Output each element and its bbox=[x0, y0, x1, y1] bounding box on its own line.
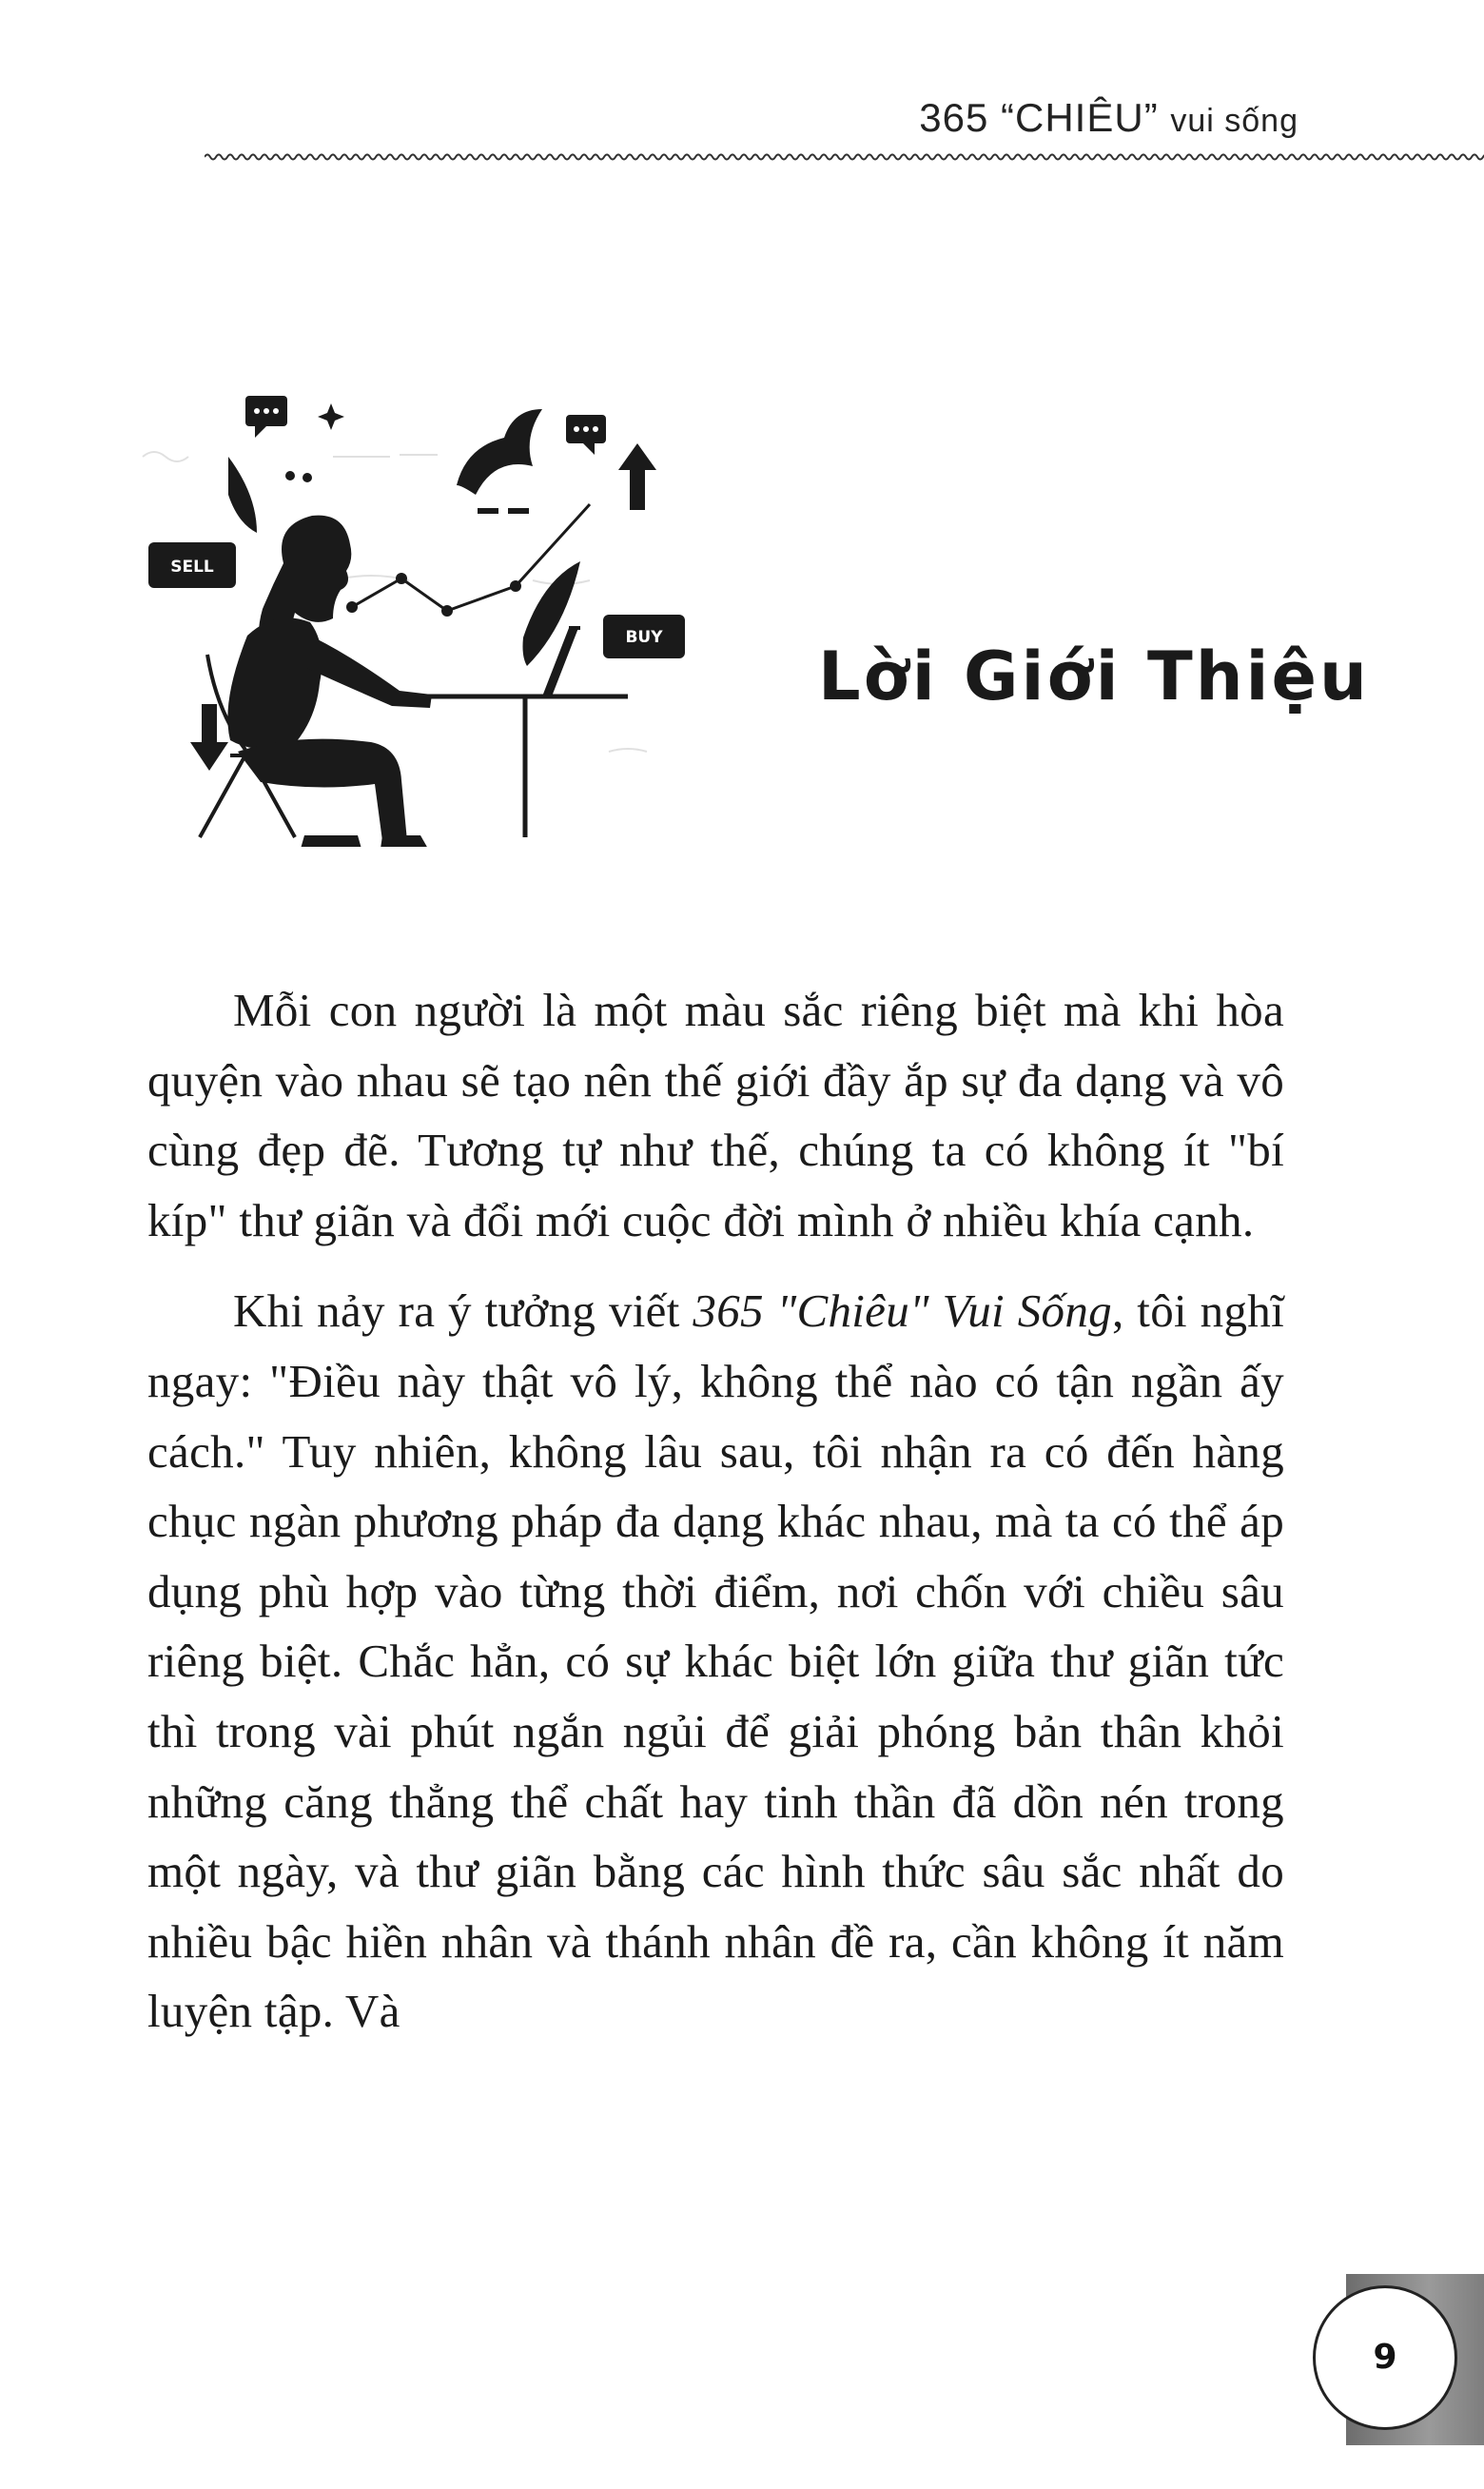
running-header bbox=[919, 95, 1298, 141]
body-paragraph bbox=[147, 975, 1284, 1255]
body-text bbox=[147, 975, 1284, 2068]
chapter-title: Lời Giới Thiệu bbox=[818, 637, 1370, 715]
leaf-shape-left bbox=[228, 457, 257, 533]
running-header-title: 365 “CHIÊU” bbox=[919, 95, 1159, 140]
woman-figure bbox=[227, 516, 432, 847]
decor-dash bbox=[478, 508, 498, 514]
sell-tag bbox=[148, 542, 236, 588]
chat-bubble-icon-right bbox=[566, 415, 606, 455]
buy-tag bbox=[603, 615, 685, 658]
paragraph-text: , tôi nghĩ ngay: "Điều này thật vô lý, không thể nào có tận ngần ấy cách." Tuy nhiên, không lâu sau, tôi nhận ra có đến hàng chục ngàn phương pháp đa dạng khác nhau, mà ta có thể áp dụng phù hợp vào từng thời điểm, nơi chốn với chiều sâu riêng biệt. Chắc hẳn, có sự khác biệt lớn giữa thư giãn tức thì trong vài phút ngắn ngủi để giải phóng bản thân khỏi những căng thẳng thể chất hay tinh thần đã dồn nén trong một ngày, và thư giãn bằng các hình thức sâu sắc nhất do nhiều bậc hiền nhân và thánh nhân đề ra, cần không ít năm luyện tập. Và bbox=[147, 1284, 1284, 2038]
decor-dot bbox=[285, 471, 295, 480]
decor-dot bbox=[303, 473, 312, 482]
desk bbox=[419, 696, 628, 837]
woman-trading-at-desk-illustration bbox=[133, 352, 704, 847]
decor-dash bbox=[508, 508, 529, 514]
up-arrow-icon bbox=[618, 443, 656, 510]
paragraph-text: Khi nảy ra ý tưởng viết bbox=[233, 1284, 693, 1338]
leaf-shape-middle bbox=[523, 561, 581, 666]
sell-label: SELL bbox=[170, 558, 214, 577]
paragraph-text: Mỗi con người là một màu sắc riêng biệt mà khi hòa quyện vào nhau sẽ tạo nên thế giới đầy ắp sự đa dạng và vô cùng đẹp đẽ. Tương tự như thế, chúng ta có không ít "bí kíp" thư giãn và đổi mới cuộc đời mình ở nhiều khía cạnh. bbox=[147, 984, 1284, 1246]
chat-bubble-icon bbox=[245, 396, 287, 438]
body-paragraph bbox=[147, 1276, 1284, 2047]
sparkle-icon bbox=[318, 403, 344, 430]
header-wavy-rule bbox=[205, 150, 1484, 164]
page-number-badge bbox=[1313, 2274, 1484, 2445]
buy-label: BUY bbox=[625, 628, 663, 647]
leaf-shape-top bbox=[457, 409, 542, 495]
book-title-italic: 365 "Chiêu" Vui Sống bbox=[693, 1284, 1112, 1338]
page-number: 9 bbox=[1373, 2338, 1397, 2377]
running-header-subtitle: vui sống bbox=[1170, 103, 1298, 139]
